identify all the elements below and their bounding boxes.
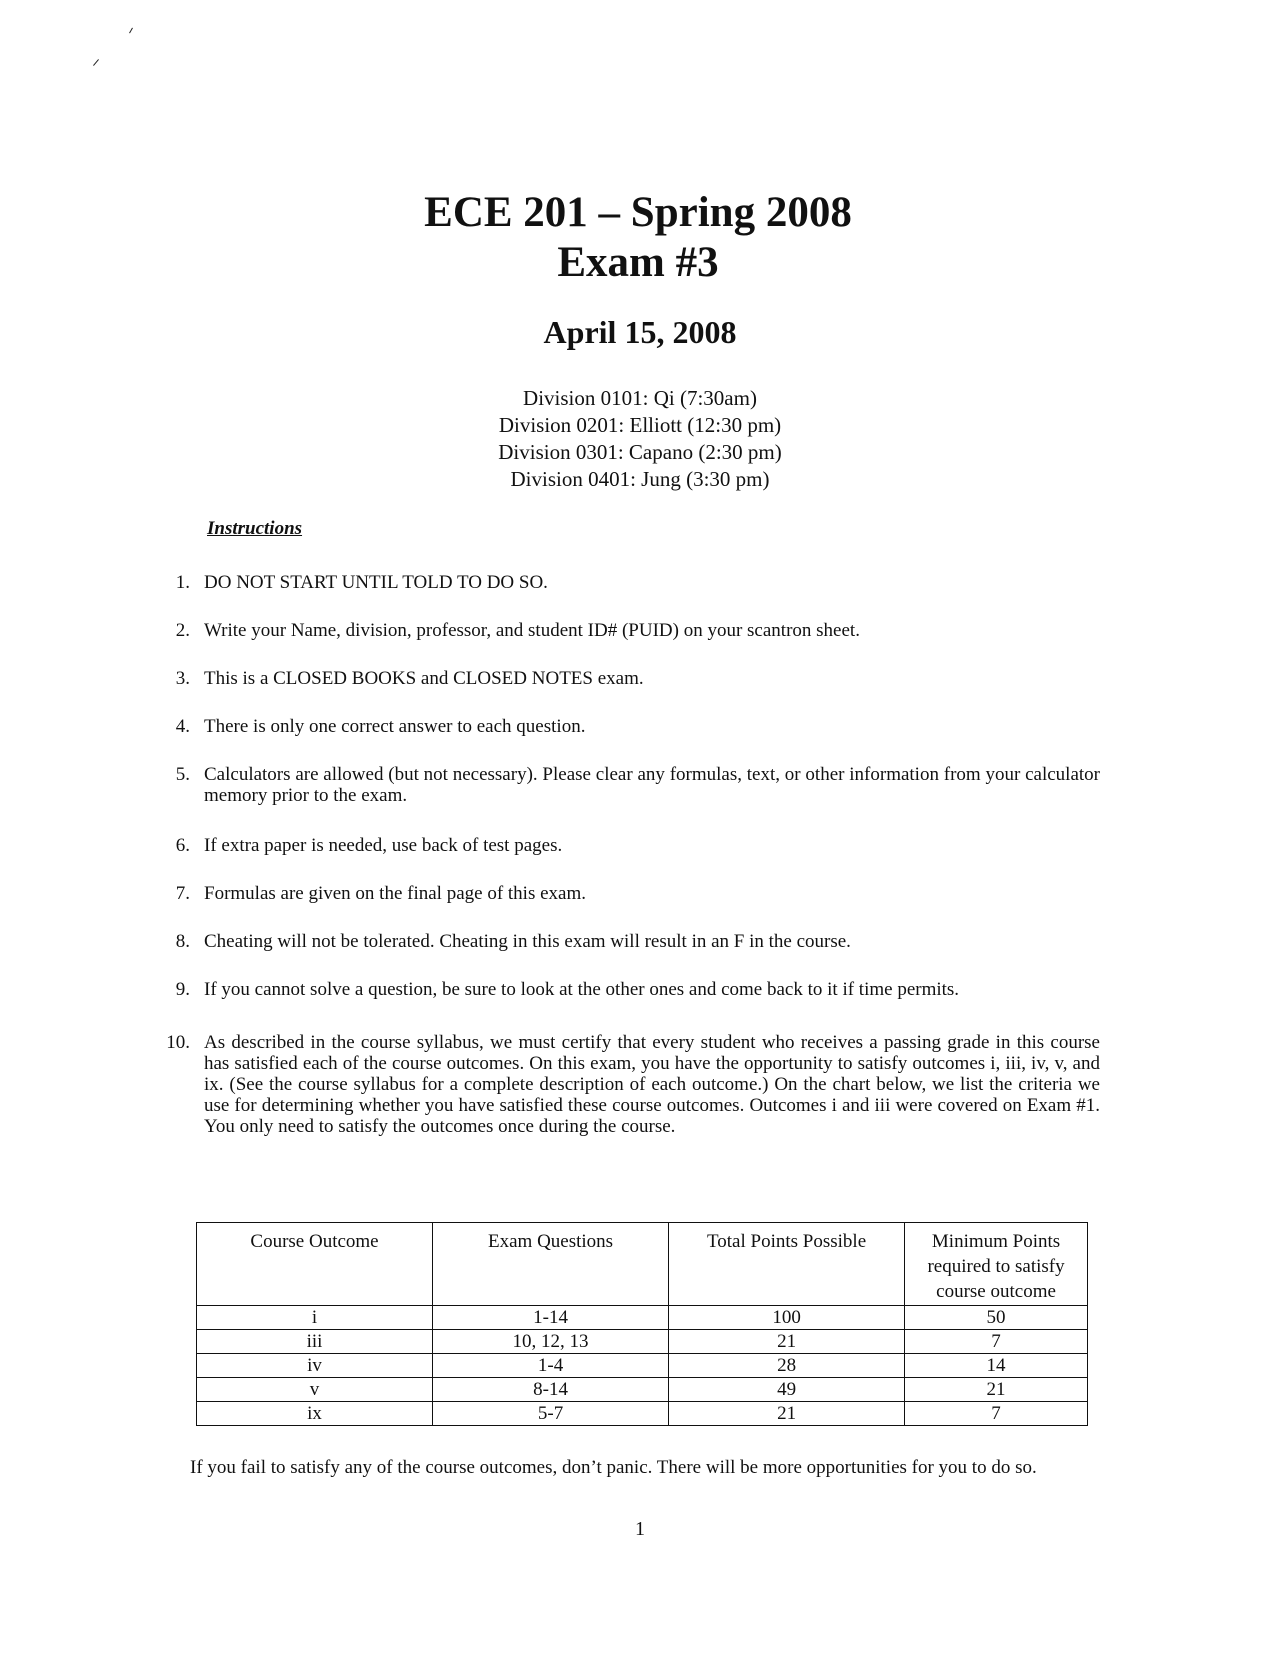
instruction-number: 6.: [175, 835, 190, 856]
instruction-text: Cheating will not be tolerated. Cheating in this exam will result in an F in the course.: [204, 931, 851, 952]
instruction-text: This is a CLOSED BOOKS and CLOSED NOTES exam.: [204, 668, 644, 689]
table-cell: 7: [905, 1402, 1088, 1426]
division-line: Division 0301: Capano (2:30 pm): [498, 440, 782, 464]
table-header-row: [197, 1223, 1088, 1306]
instruction-number: 4.: [175, 716, 190, 737]
table-cell: i: [197, 1306, 433, 1330]
table-cell: 21: [669, 1402, 905, 1426]
instruction-text: Write your Name, division, professor, and student ID# (PUID) on your scantron sheet.: [204, 620, 860, 641]
division-line: Division 0101: Qi (7:30am): [523, 386, 757, 410]
table-row: [197, 1378, 1088, 1402]
table-cell: 50: [905, 1306, 1088, 1330]
table-cell: iii: [197, 1330, 433, 1354]
table-row: [197, 1354, 1088, 1378]
instruction-text: There is only one correct answer to each question.: [204, 716, 586, 737]
exam-date: April 15, 2008: [543, 314, 737, 350]
closing-note: If you fail to satisfy any of the course outcomes, don’t panic. There will be more opportunities for you to do so.: [190, 1457, 1037, 1478]
table-cell: 8-14: [433, 1378, 669, 1402]
table-cell: 7: [905, 1330, 1088, 1354]
table-cell: 21: [905, 1378, 1088, 1402]
instruction-number: 3.: [175, 668, 190, 689]
instruction-text: If extra paper is needed, use back of test pages.: [204, 835, 563, 856]
table-cell: 28: [669, 1354, 905, 1378]
column-header: Course Outcome: [197, 1223, 433, 1306]
instructions-heading: Instructions: [207, 518, 303, 539]
instruction-number: 1.: [175, 572, 190, 593]
instruction-text: Calculators are allowed (but not necessary). Please clear any formulas, text, or other information from your calculator memory prior to the exam.: [204, 764, 1100, 806]
exam-number: Exam #3: [557, 239, 719, 286]
table-row: [197, 1402, 1088, 1426]
instruction-text: If you cannot solve a question, be sure to look at the other ones and come back to it if time permits.: [204, 979, 960, 1000]
table-cell: v: [197, 1378, 433, 1402]
division-line: Division 0201: Elliott (12:30 pm): [498, 413, 782, 437]
instruction-text: Formulas are given on the final page of this exam.: [204, 883, 587, 904]
division-list: [0, 385, 1280, 493]
table-cell: 49: [669, 1378, 905, 1402]
stray-mark: [93, 59, 99, 66]
table-cell: 5-7: [433, 1402, 669, 1426]
instruction-number: 5.: [175, 764, 190, 785]
table-row: [197, 1330, 1088, 1354]
instruction-number: 8.: [175, 931, 190, 952]
table-cell: 21: [669, 1330, 905, 1354]
table-cell: 100: [669, 1306, 905, 1330]
column-header: Total Points Possible: [669, 1223, 905, 1306]
table-cell: 1-4: [433, 1354, 669, 1378]
instruction-number: 10.: [166, 1032, 190, 1053]
outcomes-table: [196, 1222, 1088, 1426]
division-line: Division 0401: Jung (3:30 pm): [510, 467, 770, 491]
column-header: Minimum Points required to satisfy course outcome: [905, 1223, 1088, 1306]
course-title: ECE 201 – Spring 2008: [424, 189, 852, 236]
table-cell: ix: [197, 1402, 433, 1426]
table-cell: iv: [197, 1354, 433, 1378]
table-cell: 1-14: [433, 1306, 669, 1330]
table-row: [197, 1306, 1088, 1330]
instruction-number: 9.: [175, 979, 190, 1000]
instruction-number: 7.: [175, 883, 190, 904]
instruction-text: As described in the course syllabus, we must certify that every student who receives a passing grade in this course has satisfied each of the course outcomes. On this exam, you have the opportunity to satisfy outcomes i, iii, iv, v, and ix. (See the course syllabus for a complete description of each outcome.) On the chart below, we list the criteria we use for determining whether you have satisfied these course outcomes. Outcomes i and iii were covered on Exam #1. You only need to satisfy the outcomes once during the course.: [204, 1032, 1100, 1137]
table-cell: 10, 12, 13: [433, 1330, 669, 1354]
page-number: 1: [635, 1518, 645, 1540]
exam-title: [0, 188, 1280, 288]
instruction-text: DO NOT START UNTIL TOLD TO DO SO.: [204, 572, 548, 593]
column-header: Exam Questions: [433, 1223, 669, 1306]
stray-mark: [129, 28, 133, 34]
instruction-number: 2.: [175, 620, 190, 641]
table-cell: 14: [905, 1354, 1088, 1378]
